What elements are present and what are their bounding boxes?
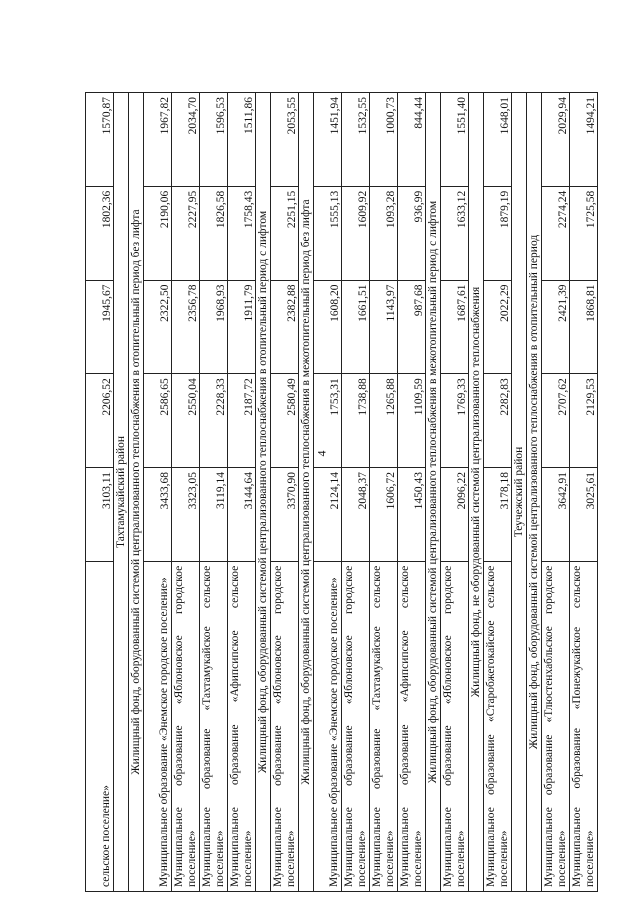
value-cell: 1494,21: [570, 93, 598, 187]
value-cell: 1265,88: [370, 374, 398, 468]
table-row: [86, 93, 114, 892]
value-cell: 2022,29: [484, 280, 512, 374]
value-cell: 1633,12: [441, 186, 469, 280]
section-header-row: [114, 93, 129, 892]
value-cell: 2586,65: [144, 374, 172, 468]
table-row: [370, 93, 398, 892]
value-cell: 2124,14: [314, 468, 342, 562]
table-row: [228, 93, 256, 892]
tariff-table: [85, 92, 598, 892]
municipality-name: Муниципальное образование «Афипсипское сельское поселение»: [398, 561, 426, 891]
section-header: Жилищный фонд, оборудованный системой централизованного теплоснабжения в отопительный период с лифтом: [256, 93, 271, 892]
table-row: [200, 93, 228, 892]
value-cell: 2190,06: [144, 186, 172, 280]
value-cell: 1687,61: [441, 280, 469, 374]
municipality-name: Муниципальное образование «Старобжегокайское сельское поселение»: [484, 561, 512, 891]
value-cell: 1109,59: [398, 374, 426, 468]
value-cell: 1000,73: [370, 93, 398, 187]
value-cell: 1868,81: [570, 280, 598, 374]
value-cell: 987,68: [398, 280, 426, 374]
value-cell: 3119,14: [200, 468, 228, 562]
value-cell: 2206,52: [86, 374, 114, 468]
table-row: [542, 93, 570, 892]
table-row: [484, 93, 512, 892]
value-cell: 1555,13: [314, 186, 342, 280]
value-cell: 2580,49: [271, 374, 299, 468]
value-cell: 1826,58: [200, 186, 228, 280]
value-cell: 1451,94: [314, 93, 342, 187]
table-row: [342, 93, 370, 892]
value-cell: 2382,88: [271, 280, 299, 374]
section-header-row: [426, 93, 441, 892]
municipality-name: Муниципальное образование «Тахтамукайское сельское поселение»: [370, 561, 398, 891]
municipality-name: Муниципальное образование «Понежукайское сельское поселение»: [570, 561, 598, 891]
value-cell: 2251,15: [271, 186, 299, 280]
value-cell: 1753,31: [314, 374, 342, 468]
table-row: [570, 93, 598, 892]
value-cell: 1725,58: [570, 186, 598, 280]
table-row: [441, 93, 469, 892]
value-cell: 2228,33: [200, 374, 228, 468]
value-cell: 3178,18: [484, 468, 512, 562]
value-cell: 1608,20: [314, 280, 342, 374]
value-cell: 2029,94: [542, 93, 570, 187]
value-cell: 1738,88: [342, 374, 370, 468]
value-cell: 2053,55: [271, 93, 299, 187]
value-cell: 1802,36: [86, 186, 114, 280]
municipality-name: Муниципальное образование «Яблоновское городское поселение»: [172, 561, 200, 891]
value-cell: 1911,79: [228, 280, 256, 374]
municipality-name: Муниципальное образование «Энемское городское поселение»: [314, 561, 342, 891]
value-cell: 1769,33: [441, 374, 469, 468]
value-cell: 1968,93: [200, 280, 228, 374]
section-header: Тахтамукайский район: [114, 93, 129, 892]
section-header-row: [469, 93, 484, 892]
value-cell: 1596,53: [200, 93, 228, 187]
section-header: Жилищный фонд, оборудованный системой централизованного теплоснабжения в отопительный период без лифта: [129, 93, 144, 892]
value-cell: 3103,11: [86, 468, 114, 562]
value-cell: 1609,92: [342, 186, 370, 280]
section-header-row: [299, 93, 314, 892]
section-header: Жилищный фонд, оборудованный системой централизованного теплоснабжения в межотопительный период с лифтом: [426, 93, 441, 892]
table-row: [144, 93, 172, 892]
value-cell: 2048,37: [342, 468, 370, 562]
value-cell: 2707,62: [542, 374, 570, 468]
section-header: Теучежский район: [512, 93, 527, 892]
section-header: Жилищный фонд, оборудованный системой централизованного теплоснабжения в межотопительный период без лифта: [299, 93, 314, 892]
value-cell: 1879,19: [484, 186, 512, 280]
municipality-name: Муниципальное образование «Тахтамукайское сельское поселение»: [200, 561, 228, 891]
value-cell: 1758,43: [228, 186, 256, 280]
rotated-page: [85, 92, 620, 892]
value-cell: 3144,64: [228, 468, 256, 562]
table-row: [398, 93, 426, 892]
value-cell: 1648,01: [484, 93, 512, 187]
value-cell: 3025,61: [570, 468, 598, 562]
value-cell: 2129,53: [570, 374, 598, 468]
value-cell: 1143,97: [370, 280, 398, 374]
value-cell: 1450,43: [398, 468, 426, 562]
value-cell: 2356,78: [172, 280, 200, 374]
value-cell: 844,44: [398, 93, 426, 187]
municipality-name: Муниципальное образование «Яблоновское городское поселение»: [342, 561, 370, 891]
section-header: Жилищный фонд, не оборудованный системой централизованного теплоснабжения: [469, 93, 484, 892]
value-cell: 1967,82: [144, 93, 172, 187]
section-header: Жилищный фонд, оборудованный системой централизованного теплоснабжения в отопительный период: [527, 93, 542, 892]
section-header-row: [512, 93, 527, 892]
value-cell: 2187,72: [228, 374, 256, 468]
value-cell: 3642,91: [542, 468, 570, 562]
value-cell: 2274,24: [542, 186, 570, 280]
value-cell: 3433,68: [144, 468, 172, 562]
table-row: [172, 93, 200, 892]
value-cell: 1093,28: [370, 186, 398, 280]
value-cell: 936,99: [398, 186, 426, 280]
value-cell: 1551,40: [441, 93, 469, 187]
value-cell: 1945,67: [86, 280, 114, 374]
value-cell: 2322,50: [144, 280, 172, 374]
municipality-name: сельское поселение»: [86, 561, 114, 891]
municipality-name: Муниципальное образование «Энемское городское поселение»: [144, 561, 172, 891]
table-row: [271, 93, 299, 892]
municipality-name: Муниципальное образование «Тлюстенхабльское городское поселение»: [542, 561, 570, 891]
value-cell: 1570,87: [86, 93, 114, 187]
section-header-row: [527, 93, 542, 892]
value-cell: 2034,70: [172, 93, 200, 187]
value-cell: 1511,86: [228, 93, 256, 187]
value-cell: 1661,51: [342, 280, 370, 374]
section-header-row: [129, 93, 144, 892]
page-number: 4: [314, 450, 329, 457]
municipality-name: Муниципальное образование «Яблоновское городское поселение»: [441, 561, 469, 891]
value-cell: 2096,22: [441, 468, 469, 562]
value-cell: 3323,05: [172, 468, 200, 562]
value-cell: 2282,83: [484, 374, 512, 468]
value-cell: 2421,39: [542, 280, 570, 374]
value-cell: 1606,72: [370, 468, 398, 562]
value-cell: 2227,95: [172, 186, 200, 280]
section-header-row: [256, 93, 271, 892]
value-cell: 2550,04: [172, 374, 200, 468]
table-row: [314, 93, 342, 892]
value-cell: 3370,90: [271, 468, 299, 562]
municipality-name: Муниципальное образование «Афипсипское сельское поселение»: [228, 561, 256, 891]
value-cell: 1532,55: [342, 93, 370, 187]
municipality-name: Муниципальное образование «Яблоновское городское поселение»: [271, 561, 299, 891]
